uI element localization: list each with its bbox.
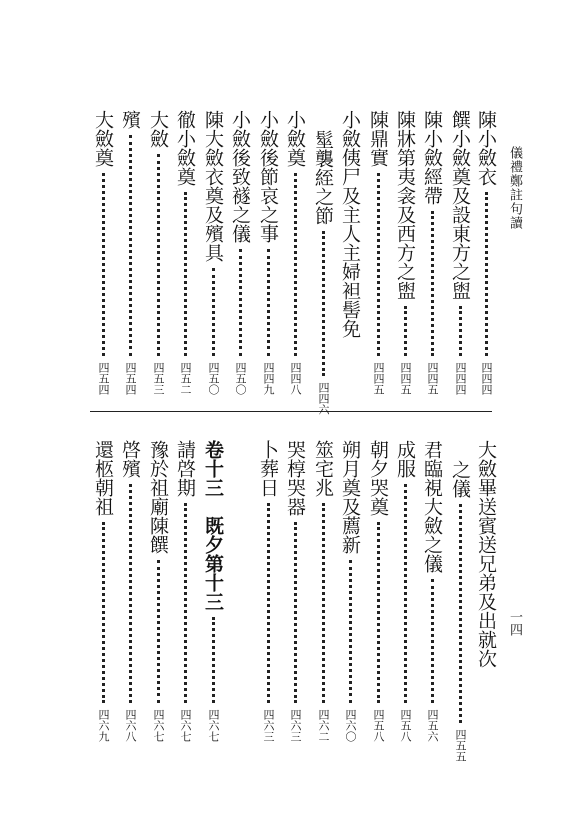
page-reference: 四五二 <box>179 362 192 395</box>
page-reference: 四六二 <box>317 709 330 742</box>
page-reference: 四五〇 <box>207 362 220 395</box>
page-reference: 四五八 <box>372 709 385 742</box>
dot-leader <box>377 522 380 703</box>
dot-leader <box>294 173 297 356</box>
dot-leader <box>459 504 462 723</box>
toc-entry <box>118 440 142 742</box>
page-reference: 四五三 <box>152 362 165 395</box>
page-reference: 四六七 <box>152 709 165 742</box>
dot-leader <box>377 173 380 356</box>
toc-entry <box>146 440 170 742</box>
toc-entry <box>311 110 335 415</box>
toc-entry <box>448 440 472 762</box>
dot-leader <box>485 192 488 356</box>
toc-entry <box>366 110 390 395</box>
page-reference: 四五五 <box>454 729 467 762</box>
toc-entry <box>91 440 115 742</box>
entry-title: 啓殯 <box>119 440 141 478</box>
dot-leader <box>294 522 297 703</box>
dot-leader <box>267 503 270 703</box>
toc-entry <box>393 440 417 742</box>
page-reference: 四六八 <box>124 709 137 742</box>
entry-title: 朔月奠及薦新 <box>339 440 361 554</box>
entry-title: 陳牀第夷衾及西方之盥 <box>394 110 416 300</box>
dot-leader <box>212 617 215 703</box>
page-reference: 四四六 <box>317 382 330 415</box>
entry-title: 朝夕哭奠 <box>367 440 389 516</box>
page-reference: 四四四 <box>480 362 493 395</box>
toc-entry <box>420 110 444 395</box>
entry-title: 大斂奠 <box>92 110 114 167</box>
toc-entry <box>91 110 115 395</box>
dot-leader <box>404 484 407 703</box>
entry-title: 陳小斂衣 <box>475 110 497 186</box>
page-reference: 四六三 <box>262 709 275 742</box>
entry-title: 小斂奠 <box>284 110 306 167</box>
dot-leader <box>184 192 187 356</box>
toc-entry <box>256 110 280 395</box>
entry-title: 哭椁哭器 <box>284 440 306 516</box>
page-reference: 四四五 <box>399 362 412 395</box>
entry-title: 髽襲絰之節 <box>312 130 334 225</box>
dot-leader <box>322 231 325 376</box>
toc-entry <box>474 110 498 395</box>
entry-title: 筮宅兆 <box>312 440 334 497</box>
entry-title: 陳鼎實 <box>367 110 389 167</box>
page-reference: 四五四 <box>124 362 137 395</box>
entry-title: 大斂畢送賓送兄弟及出就次 <box>475 440 497 668</box>
dot-leader <box>459 306 462 356</box>
page-reference: 四五〇 <box>234 362 247 395</box>
toc-entry <box>201 440 225 742</box>
entry-title: 之儀 <box>449 460 471 498</box>
page-reference: 四四九 <box>262 362 275 395</box>
toc-entry <box>283 110 307 395</box>
toc-entry <box>228 110 252 395</box>
page-reference: 四四四 <box>454 362 467 395</box>
chapter-heading: 卷十三 既夕第十三 <box>202 440 224 611</box>
toc-entry <box>201 110 225 395</box>
toc-entry <box>338 110 362 395</box>
dot-leader <box>129 135 132 356</box>
entry-title: 卜葬日 <box>257 440 279 497</box>
dot-leader <box>184 503 187 703</box>
page-reference: 四六七 <box>179 709 192 742</box>
page-reference: 四六三 <box>289 709 302 742</box>
running-header: 儀禮鄭註句讀 <box>507 146 522 230</box>
dot-leader <box>212 268 215 356</box>
toc-entry <box>474 440 498 742</box>
page-reference: 四四五 <box>426 362 439 395</box>
dot-leader <box>157 560 160 703</box>
page-reference: 四四八 <box>289 362 302 395</box>
dot-leader <box>102 522 105 703</box>
toc-entry <box>393 110 417 395</box>
entry-title: 殯 <box>119 110 141 129</box>
toc-entry <box>146 110 170 395</box>
entry-title: 小斂後致襚之儀 <box>229 110 251 243</box>
entry-title: 大斂 <box>147 110 169 148</box>
entry-title: 還柩朝祖 <box>92 440 114 516</box>
entry-title: 饌小斂奠及設東方之盥 <box>449 110 471 300</box>
toc-entry <box>366 440 390 742</box>
toc-entry <box>256 440 280 742</box>
dot-leader <box>404 306 407 356</box>
page-reference: 四五四 <box>97 362 110 395</box>
page-reference: 四六九 <box>97 709 110 742</box>
page-number: 一四 <box>507 610 522 636</box>
entry-title: 君臨視大斂之儀 <box>421 440 443 573</box>
entry-title: 請啓期 <box>174 440 196 497</box>
toc-entry <box>311 440 335 742</box>
toc-entry <box>420 440 444 742</box>
dot-leader <box>322 503 325 703</box>
page-reference: 四四五 <box>372 362 385 395</box>
dot-leader <box>349 560 352 703</box>
toc-entry <box>173 110 197 395</box>
page-reference: 四六〇 <box>344 709 357 742</box>
entry-title: 陳大斂衣奠及殯具 <box>202 110 224 262</box>
dot-leader <box>239 249 242 356</box>
dot-leader <box>102 173 105 356</box>
entry-title: 成服 <box>394 440 416 478</box>
dot-leader <box>157 154 160 356</box>
page-reference: 四五六 <box>426 709 439 742</box>
dot-leader <box>431 211 434 356</box>
dot-leader <box>129 484 132 703</box>
dot-leader <box>431 579 434 703</box>
toc-entry <box>338 440 362 742</box>
entry-title: 徹小斂奠 <box>174 110 196 186</box>
toc-entry <box>283 440 307 742</box>
section-divider <box>90 411 492 412</box>
entry-title: 豫於祖廟陳饌 <box>147 440 169 554</box>
entry-title: 陳小斂經帶 <box>421 110 443 205</box>
entry-title: 小斂後節哀之事 <box>257 110 279 243</box>
entry-title: 小斂侇尸及主人主婦袒髻免 <box>339 110 361 338</box>
page-reference: 四六七 <box>207 709 220 742</box>
toc-entry <box>448 110 472 395</box>
toc-entry <box>118 110 142 395</box>
dot-leader <box>267 249 270 356</box>
toc-entry <box>173 440 197 742</box>
page-reference: 四五八 <box>399 709 412 742</box>
